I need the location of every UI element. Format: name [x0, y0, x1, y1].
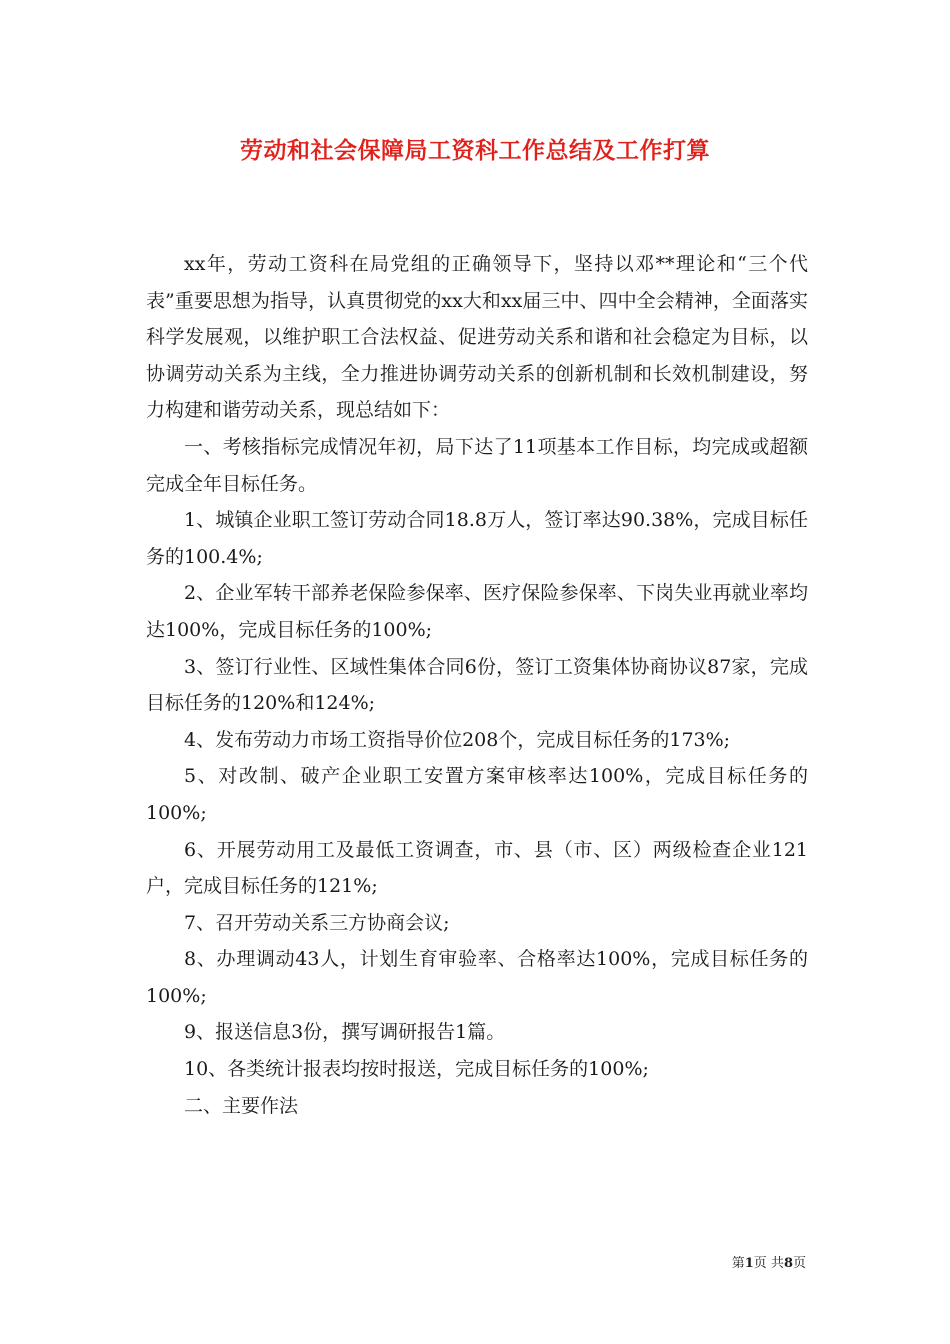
paragraph-intro: xx年，劳动工资科在局党组的正确领导下，坚持以邓**理论和“三个代表”重要思想为指导，认真贯彻党的xx大和xx届三中、四中全会精神，全面落实科学发展观，以维护职工合法权益、促进劳动关系和谐和社会稳定为目标，以协调劳动关系为主线，全力推进协调劳动关系的创新机制和长效机制建设，努力构建和谐劳动关系，现总结如下：	[146, 253, 808, 422]
paragraph-item-5: 5、对改制、破产企业职工安置方案审核率达100%，完成目标任务的100%;	[146, 765, 808, 824]
paragraph-item-8: 8、办理调动43人，计划生育审验率、合格率达100%，完成目标任务的100%;	[146, 948, 808, 1007]
document-body	[146, 246, 808, 1124]
paragraph-section-1-heading: 一、考核指标完成情况年初，局下达了11项基本工作目标，均完成或超额完成全年目标任务。	[146, 435, 808, 495]
footer-suffix: 页	[792, 1256, 806, 1271]
footer-current-page: 1	[744, 1256, 754, 1271]
paragraph-item-9: 9、报送信息3份，撰写调研报告1篇。	[184, 1021, 506, 1044]
paragraph-item-2: 2、企业军转干部养老保险参保率、医疗保险参保率、下岗失业再就业率均达100%，完成目标任务的100%;	[146, 582, 808, 641]
paragraph-item-6: 6、开展劳动用工及最低工资调查，市、县（市、区）两级检查企业121户，完成目标任务的121%;	[146, 838, 808, 898]
paragraph-item-10: 10、各类统计报表均按时报送，完成目标任务的100%;	[184, 1058, 649, 1081]
footer-prefix: 第	[731, 1256, 745, 1271]
page-number-footer	[732, 1252, 806, 1271]
paragraph-item-3: 3、签订行业性、区域性集体合同6份，签订工资集体协商协议87家，完成目标任务的120%和124%;	[146, 655, 808, 715]
paragraph-item-7: 7、召开劳动关系三方协商会议;	[184, 911, 450, 934]
paragraph-item-4: 4、发布劳动力市场工资指导价位208个，完成目标任务的173%;	[184, 728, 731, 751]
document-title: 劳动和社会保障局工资科工作总结及工作打算	[240, 137, 710, 164]
paragraph-item-1: 1、城镇企业职工签订劳动合同18.8万人，签订率达90.38%，完成目标任务的100.4%;	[146, 509, 808, 568]
footer-middle: 页 共	[753, 1256, 784, 1271]
paragraph-section-2-heading: 二、主要作法	[184, 1094, 299, 1117]
footer-total-pages: 8	[783, 1256, 793, 1271]
